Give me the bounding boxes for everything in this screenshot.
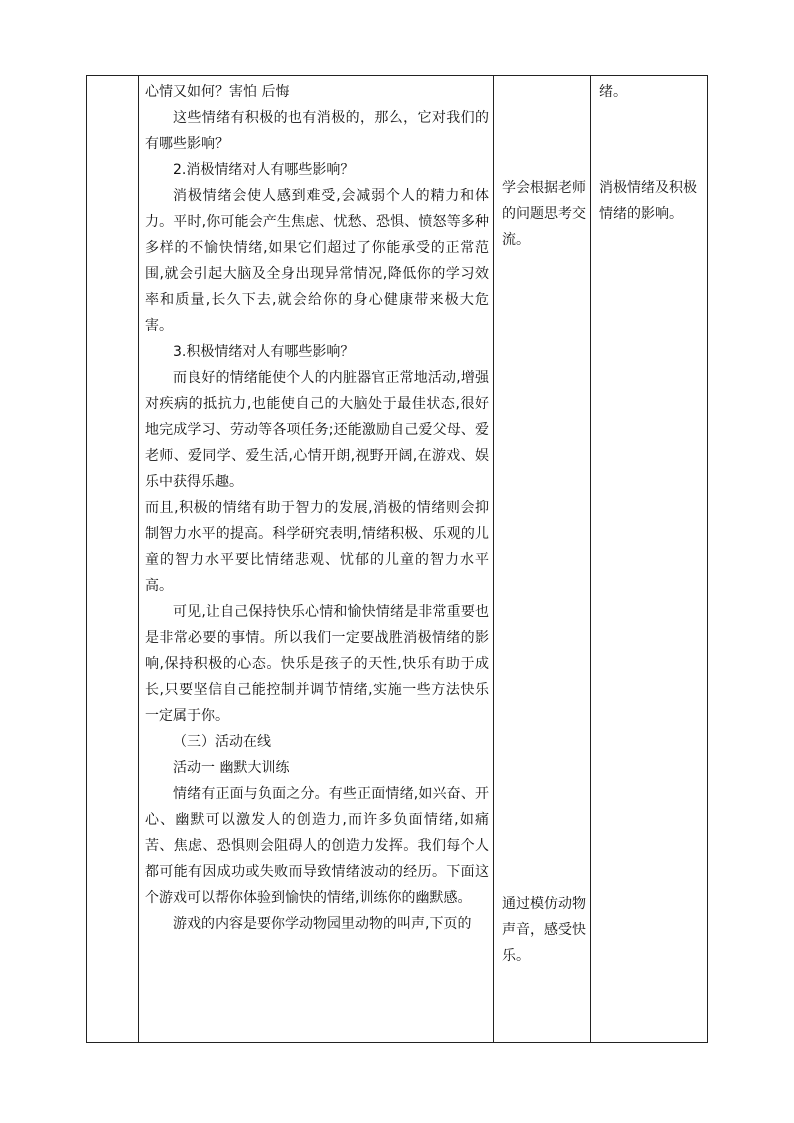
teaching-content-column: [139, 76, 493, 1042]
content-paragraph-conclusion: 可见,让自己保持快乐心情和愉快情绪是非常重要也是非常必要的事情。所以我们一定要战胜消极情绪的影响,保持积极的心态。快乐是孩子的天性,快乐有助于成长,只要坚信自己能控制并调节情绪,实施一些方法快乐一定属于你。: [145, 604, 489, 724]
lesson-table: [86, 75, 708, 1043]
student-note-animal-sounds: 通过模仿动物声音，感受快乐。: [502, 896, 586, 964]
student-activity-column: [494, 76, 590, 1042]
content-heading-activity-online: （三）活动在线: [173, 734, 271, 750]
content-paragraph-game: 游戏的内容是要你学动物园里动物的叫声,下页的: [173, 916, 472, 932]
content-heading-activity-one: 活动一 幽默大训练: [173, 760, 290, 776]
student-note-discussion: 学会根据老师的问题思考交流。: [502, 180, 586, 248]
content-paragraph-intelligence: 而且,积极的情绪有助于智力的发展,消极的情绪则会抑制智力水平的提高。科学研究表明,情绪积极、乐观的儿童的智力水平要比情绪悲观、忧郁的儿童的智力水平高。: [145, 500, 489, 594]
intent-note-emotion-effects: 消极情绪及积极情绪的影响。: [599, 180, 697, 222]
content-heading-negative: 2.消极情绪对人有哪些影响？: [173, 162, 355, 178]
intent-note-continuation: 绪。: [599, 84, 627, 100]
content-paragraph-activity: 情绪有正面与负面之分。有些正面情绪,如兴奋、开心、幽默可以激发人的创造力,而许多负面情绪,如痛苦、焦虑、恐惧则会阻碍人的创造力发挥。我们每个人都可能有因成功或失败而导致情绪波动的经历。下面这个游戏可以帮你体验到愉快的情绪,训练你的幽默感。: [145, 786, 489, 906]
content-paragraph-2: 这些情绪有积极的也有消极的，那么，它对我们的有哪些影响？: [145, 110, 489, 152]
content-paragraph-negative: 消极情绪会使人感到难受,会减弱个人的精力和体力。平时,你可能会产生焦虑、忧愁、恐惧、愤怒等多种多样的不愉快情绪,如果它们超过了你能承受的正常范围,就会引起大脑及全身出现异常情况,降低你的学习效率和质量,长久下去,就会给你的身心健康带来极大危害。: [145, 188, 489, 334]
content-paragraph-positive: 而良好的情绪能使个人的内脏器官正常地活动,增强对疾病的抵抗力,也能使自己的大脑处于最佳状态,很好地完成学习、劳动等各项任务;还能激励自己爱父母、爱老师、爱同学、爱生活,心情开朗,视野开阔,在游戏、娱乐中获得乐趣。: [145, 370, 489, 490]
content-heading-positive: 3.积极情绪对人有哪些影响？: [173, 344, 355, 360]
content-paragraph-1: 心情又如何？害怕 后悔: [145, 84, 290, 100]
design-intent-column: [591, 76, 707, 1042]
